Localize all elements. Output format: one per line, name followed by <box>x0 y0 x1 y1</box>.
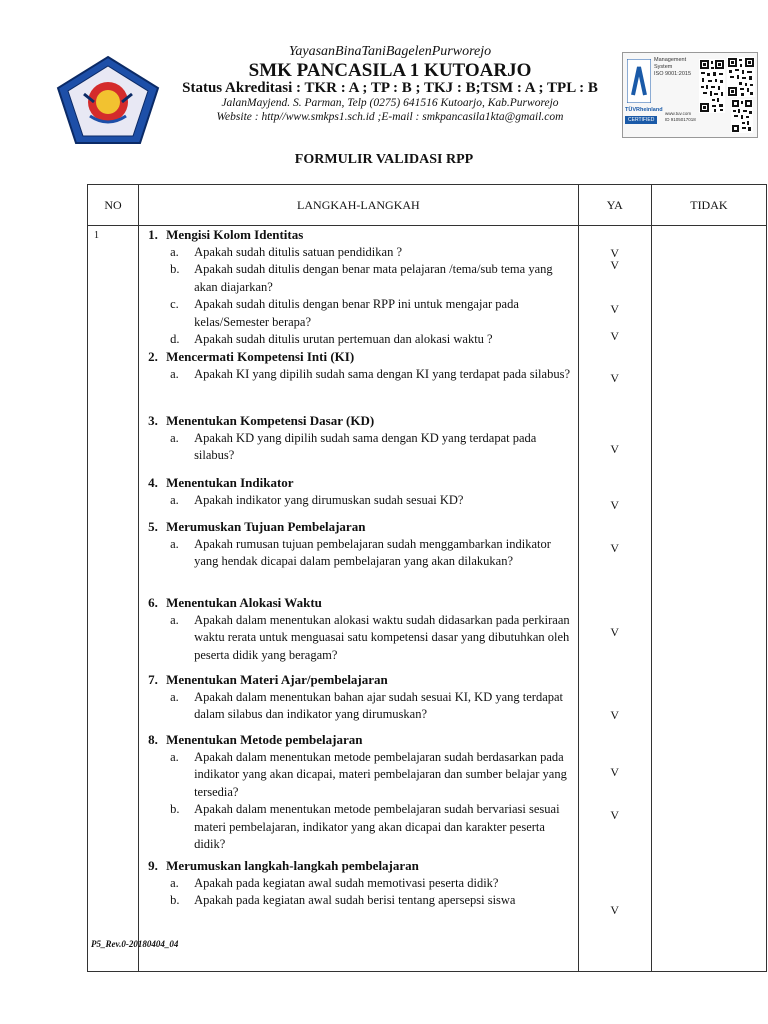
step-number: 7. <box>148 672 158 687</box>
tuv-logo-icon <box>627 59 651 103</box>
ya-check-mark: V <box>610 302 620 316</box>
step-title-text: Merumuskan Tujuan Pembelajaran <box>166 519 366 534</box>
header-no: NO <box>88 185 139 226</box>
step-number: 3. <box>148 413 158 428</box>
question-item <box>170 801 573 854</box>
question-text: Apakah sudah ditulis dengan benar mata pelajaran /tema/sub tema yang akan diajarkan? <box>194 262 553 294</box>
qr-code-icon <box>699 59 725 113</box>
step-number: 8. <box>148 732 158 747</box>
question-item <box>170 612 573 665</box>
step-number: 6. <box>148 595 158 610</box>
ya-check-mark: V <box>610 258 620 272</box>
step-title-text: Merumuskan langkah-langkah pembelajaran <box>166 858 419 873</box>
question-letter: a. <box>170 366 179 381</box>
question-text: Apakah sudah ditulis urutan pertemuan dan alokasi waktu ? <box>194 332 493 346</box>
question-letter: a. <box>170 244 179 259</box>
question-text: Apakah pada kegiatan awal sudah berisi tentang apersepsi siswa <box>194 893 516 907</box>
question-text: Apakah dalam menentukan metode pembelajaran sudah berdasarkan pada indikator yang akan dicapai, materi pembelajaran dan sumber belajar yang tersedia? <box>194 749 567 799</box>
question-text: Apakah dalam menentukan alokasi waktu sudah didasarkan pada perkiraan waktu rerata untuk menguasai satu kompetensi dasar yang dibutuhkan oleh peserta didik yang beragam? <box>194 612 570 662</box>
question-letter: a. <box>170 749 179 764</box>
foundation-name: YayasanBinaTaniBagelenPurworejo <box>288 44 492 59</box>
question-text: Apakah indikator yang dirumuskan sudah sesuai KD? <box>194 492 464 507</box>
question-item <box>170 331 573 349</box>
question-letter: b. <box>170 893 180 907</box>
step-section <box>148 857 573 910</box>
ya-cell <box>578 226 651 972</box>
table-header-row <box>88 185 767 226</box>
row-number: 1 <box>94 230 99 241</box>
step-title <box>148 412 573 430</box>
form-title: FORMULIR VALIDASI RPP <box>294 152 474 167</box>
step-section <box>148 671 573 724</box>
question-letter: a. <box>170 689 179 704</box>
step-section <box>148 474 573 509</box>
step-number: 4. <box>148 475 158 490</box>
step-title <box>148 857 573 875</box>
question-text: Apakah rumusan tujuan pembelajaran sudah menggambarkan indikator yang hendak dicapai dalam pembelajaran yang akan dilakukan? <box>194 536 551 568</box>
question-text: Apakah KI yang dipilih sudah sama dengan KI yang terdapat pada silabus? <box>194 366 570 381</box>
ya-check-mark: V <box>610 329 620 343</box>
question-text: Apakah dalam menentukan bahan ajar sudah sesuai KI, KD yang terdapat dalam silabus dan indikator yang dirumuskan? <box>194 689 564 721</box>
tidak-cell <box>651 226 766 972</box>
ya-check-mark: V <box>610 808 620 822</box>
step-section <box>148 226 573 349</box>
ya-check-mark: V <box>610 442 620 456</box>
step-section <box>148 731 573 854</box>
header-ya: YA <box>578 185 651 226</box>
question-text: Apakah sudah ditulis dengan benar RPP ini untuk mengajar pada kelas/Semester berapa? <box>194 297 519 329</box>
step-title <box>148 474 573 492</box>
question-letter: a. <box>170 536 179 551</box>
cert-certified-label: CERTIFIED <box>625 116 657 124</box>
step-title-text: Menentukan Metode pembelajaran <box>166 732 363 747</box>
step-title <box>148 731 573 749</box>
validation-table <box>87 184 767 972</box>
question-item <box>170 689 573 724</box>
ya-check-mark: V <box>610 708 620 722</box>
step-title <box>148 348 573 366</box>
question-item <box>170 244 573 262</box>
question-text: Apakah dalam menentukan metode pembelajaran sudah bervariasi sesuai materi pembelajaran, indikator yang akan dicapai dan karakter peserta didik? <box>194 802 560 851</box>
table-row <box>88 226 767 972</box>
question-item <box>170 892 573 910</box>
question-item <box>170 261 573 296</box>
iso-certificate-badge <box>622 52 758 138</box>
step-title-text: Mencermati Kompetensi Inti (KI) <box>166 349 355 364</box>
step-title-text: Menentukan Alokasi Waktu <box>166 595 322 610</box>
question-letter: a. <box>170 612 179 627</box>
step-title-text: Menentukan Materi Ajar/pembelajaran <box>166 672 388 687</box>
step-title <box>148 594 573 612</box>
step-number: 1. <box>148 227 158 242</box>
step-title <box>148 226 573 244</box>
cert-system-line2: System <box>654 64 673 70</box>
question-item <box>170 749 573 802</box>
question-letter: c. <box>170 297 179 311</box>
ya-check-mark: V <box>610 765 620 779</box>
qr-code-icon <box>727 57 755 97</box>
step-title-text: Menentukan Kompetensi Dasar (KD) <box>166 413 375 428</box>
steps-cell <box>139 226 579 972</box>
step-title-text: Menentukan Indikator <box>166 475 294 490</box>
step-title <box>148 671 573 689</box>
question-letter: a. <box>170 492 179 507</box>
qr-code-icon <box>731 99 753 133</box>
cert-id: ID 9105017018 <box>665 117 696 122</box>
step-section <box>148 594 573 664</box>
ya-check-mark: V <box>610 371 620 385</box>
question-item <box>170 296 573 331</box>
question-item <box>170 875 573 893</box>
header-tidak: TIDAK <box>651 185 766 226</box>
step-number: 9. <box>148 858 158 873</box>
school-website: Website : http//www.smkps1.sch.id ;E-mail : smkpancasila1kta@gmail.com <box>216 111 564 123</box>
no-cell <box>88 226 139 972</box>
question-text: Apakah KD yang dipilih sudah sama dengan KD yang terdapat pada silabus? <box>194 430 537 462</box>
cert-brand: TÜVRheinland <box>625 107 663 113</box>
school-logo <box>54 54 162 146</box>
ya-check-mark: V <box>610 625 620 639</box>
step-number: 5. <box>148 519 158 534</box>
cert-system-line1: Management <box>654 57 687 63</box>
ya-check-mark: V <box>610 498 620 512</box>
question-item <box>170 492 573 510</box>
step-title-text: Mengisi Kolom Identitas <box>166 227 304 242</box>
ya-check-mark: V <box>610 903 620 917</box>
question-item <box>170 430 573 465</box>
step-title <box>148 518 573 536</box>
question-text: Apakah sudah ditulis satuan pendidikan ? <box>194 244 403 259</box>
question-letter: b. <box>170 262 180 276</box>
document-revision-code: P5_Rev.0-20180404_04 <box>91 939 179 949</box>
question-letter: a. <box>170 875 179 890</box>
step-section <box>148 518 573 571</box>
question-letter: a. <box>170 430 179 445</box>
school-address: JalanMayjend. S. Parman, Telp (0275) 641516 Kutoarjo, Kab.Purworejo <box>221 97 559 109</box>
question-letter: b. <box>170 802 180 816</box>
cert-url: www.tuv.com <box>665 111 692 116</box>
question-text: Apakah pada kegiatan awal sudah memotivasi peserta didik? <box>194 875 499 890</box>
question-letter: d. <box>170 332 180 346</box>
ya-check-mark: V <box>610 246 620 260</box>
step-number: 2. <box>148 349 158 364</box>
step-section <box>148 348 573 383</box>
accreditation-status: Status Akreditasi : TKR : A ; TP : B ; TKJ : B;TSM : A ; TPL : B <box>182 80 598 96</box>
header-steps: LANGKAH-LANGKAH <box>139 185 579 226</box>
ya-check-mark: V <box>610 541 620 555</box>
question-item <box>170 366 573 384</box>
school-name: SMK PANCASILA 1 KUTOARJO <box>248 60 532 81</box>
question-item <box>170 536 573 571</box>
step-section <box>148 412 573 465</box>
cert-standard: ISO 9001:2015 <box>654 71 692 77</box>
